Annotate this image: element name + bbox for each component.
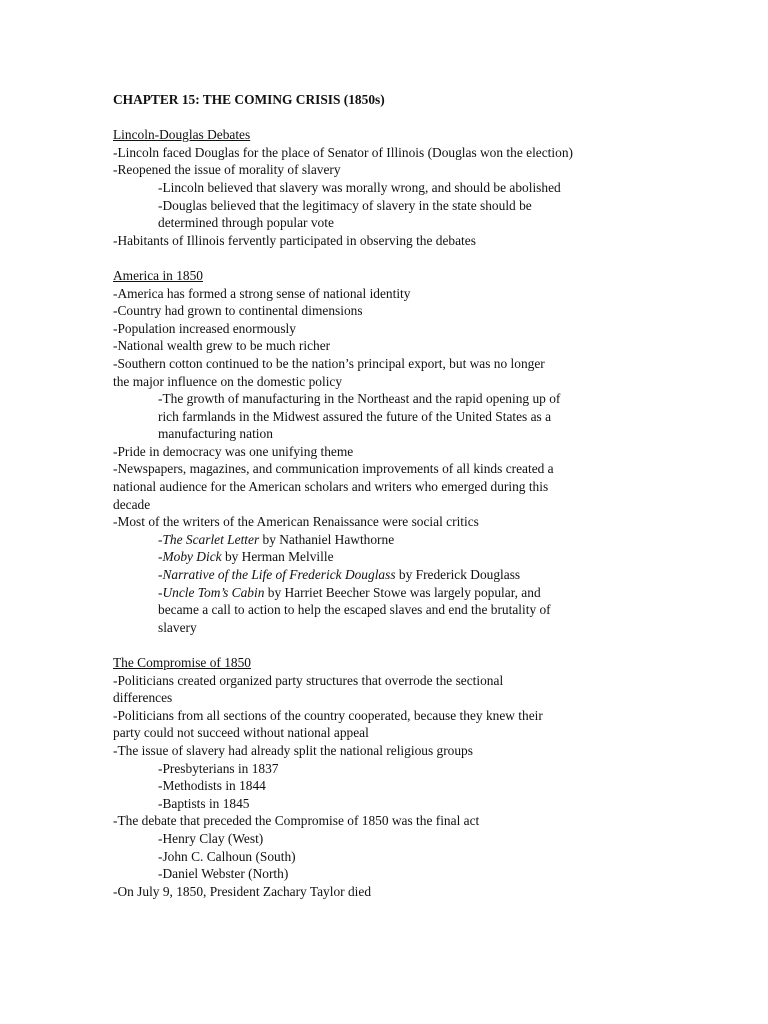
list-item: -Lincoln believed that slavery was morally wrong, and should be abolished xyxy=(158,179,561,195)
list-item: manufacturing nation xyxy=(158,426,273,442)
list-item: -The debate that preceded the Compromise of 1850 was the final act xyxy=(113,813,480,829)
section-heading-america-1850: America in 1850 xyxy=(113,267,203,283)
list-item: -Politicians created organized party structures that overrode the sectional xyxy=(113,672,504,688)
literary-work-item xyxy=(113,548,673,566)
list-item: slavery xyxy=(158,619,197,635)
list-item: party could not succeed without national appeal xyxy=(113,725,369,741)
work-title: Uncle Tom’s Cabin xyxy=(162,584,265,600)
list-item: national audience for the American scholars and writers who emerged during this xyxy=(113,479,549,495)
list-item: -Reopened the issue of morality of slavery xyxy=(113,162,341,178)
work-prefix: - xyxy=(158,567,163,583)
literary-work-item xyxy=(113,566,673,584)
list-item: became a call to action to help the escaped slaves and end the brutality of xyxy=(158,602,551,618)
list-item: -The issue of slavery had already split the national religious groups xyxy=(113,742,473,758)
list-item: -Douglas believed that the legitimacy of slavery in the state should be xyxy=(158,197,532,213)
work-author: by Harriet Beecher Stowe was largely popular, and xyxy=(264,584,541,600)
list-item: -America has formed a strong sense of national identity xyxy=(113,285,411,301)
work-prefix: - xyxy=(158,584,163,600)
literary-work-item xyxy=(113,584,673,602)
list-item: -Daniel Webster (North) xyxy=(158,866,289,882)
list-item: -Population increased enormously xyxy=(113,320,296,336)
list-item: -Newspapers, magazines, and communication improvements of all kinds created a xyxy=(113,461,554,477)
work-title: The Scarlet Letter xyxy=(162,531,260,547)
work-author: by Herman Melville xyxy=(221,549,334,565)
list-item: -Pride in democracy was one unifying theme xyxy=(113,443,354,459)
section-heading-compromise-1850: The Compromise of 1850 xyxy=(113,655,251,670)
list-item: -On July 9, 1850, President Zachary Taylor died xyxy=(113,883,372,899)
list-item: -Presbyterians in 1837 xyxy=(158,760,279,776)
list-item: differences xyxy=(113,690,173,706)
work-title: Narrative of the Life of Frederick Douglass xyxy=(162,567,396,583)
literary-work-item xyxy=(113,531,673,549)
list-item: -Henry Clay (West) xyxy=(158,830,264,846)
work-author: by Nathaniel Hawthorne xyxy=(259,531,395,547)
list-item: -Methodists in 1844 xyxy=(158,778,266,794)
list-item: -Habitants of Illinois fervently participated in observing the debates xyxy=(113,232,476,248)
list-item: -Country had grown to continental dimensions xyxy=(113,303,363,319)
section-gap xyxy=(113,636,673,654)
list-item: -Baptists in 1845 xyxy=(158,795,250,811)
list-item: rich farmlands in the Midwest assured the future of the United States as a xyxy=(158,408,552,424)
list-item: -Lincoln faced Douglas for the place of Senator of Illinois (Douglas won the election) xyxy=(113,144,573,160)
work-author: by Frederick Douglass xyxy=(395,567,521,583)
list-item: -The growth of manufacturing in the Northeast and the rapid opening up of xyxy=(158,391,561,407)
document-page xyxy=(113,91,673,900)
list-item: decade xyxy=(113,496,151,512)
work-prefix: - xyxy=(158,549,163,565)
list-item: -John C. Calhoun (South) xyxy=(158,848,296,864)
section-heading-lincoln-douglas: Lincoln-Douglas Debates xyxy=(113,127,251,143)
work-prefix: - xyxy=(158,531,163,547)
list-item: -Politicians from all sections of the country cooperated, because they knew their xyxy=(113,707,543,723)
section-gap xyxy=(113,249,673,267)
list-item: -Most of the writers of the American Renaissance were social critics xyxy=(113,514,479,530)
list-item: determined through popular vote xyxy=(158,215,334,231)
chapter-title: CHAPTER 15: THE COMING CRISIS (1850s) xyxy=(113,92,385,107)
list-item: -Southern cotton continued to be the nation’s principal export, but was no longer xyxy=(113,355,545,371)
list-item: -National wealth grew to be much richer xyxy=(113,338,331,354)
list-item: the major influence on the domestic policy xyxy=(113,373,343,389)
work-title: Moby Dick xyxy=(162,549,222,565)
